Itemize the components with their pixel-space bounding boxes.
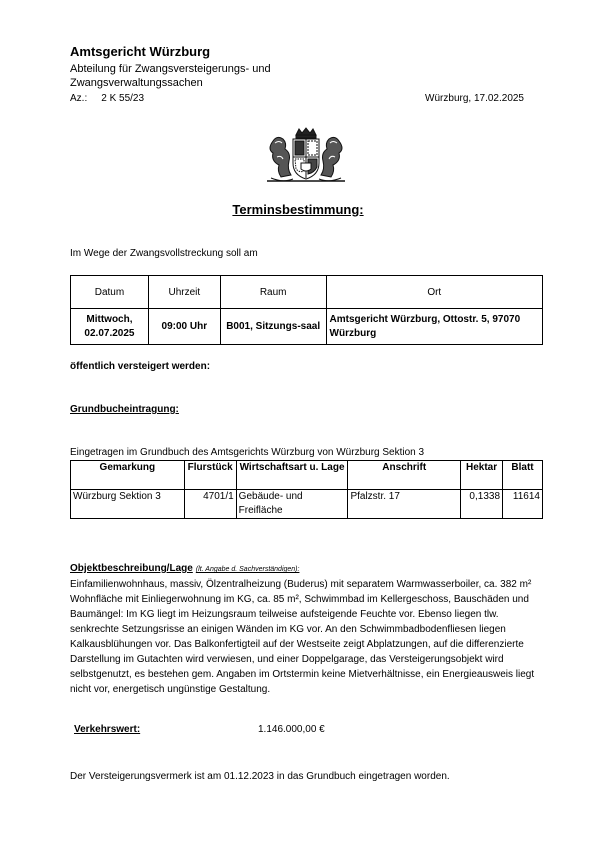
header-hektar: Hektar xyxy=(461,461,503,490)
cell-hektar: 0,1338 xyxy=(461,490,503,519)
bavarian-coat-of-arms-icon xyxy=(263,127,349,185)
land-register-heading: Grundbucheintragung: xyxy=(70,404,179,415)
market-value-amount: 1.146.000,00 € xyxy=(258,724,325,735)
land-register-table xyxy=(70,460,543,519)
cell-flurstueck: 4701/1 xyxy=(184,490,236,519)
object-description-heading xyxy=(70,563,299,574)
cell-blatt: 11614 xyxy=(503,490,543,519)
appointment-room: B001, Sitzungs-saal xyxy=(220,309,326,345)
footer-note: Der Versteigerungsvermerk ist am 01.12.2023 in das Grundbuch eingetragen worden. xyxy=(70,771,450,782)
table-row xyxy=(71,490,543,519)
document-title: Terminsbestimmung: xyxy=(232,202,364,217)
header-wirtschaftsart: Wirtschaftsart u. Lage xyxy=(236,461,348,490)
object-description-text: Einfamilienwohnhaus, massiv, Ölzentralheizung (Buderus) mit separatem Warmwasserboiler, ca. 382 m² Wohnfläche mit Einliegerwohnung im KG, ca. 85 m², Schwimmbad im Kellergeschoss, Bauschäden und Baumängel: Im KG liegt im Heizungsraum teilweise aufsteigende Feuchte vor. Ebenso liegen tlw. senkrechte Setzungsrisse an einigen Wänden im KG vor. An den Schwimmbadbodenfliesen liegen Kalkausblühungen vor. Das Balkonfertigteil auf der Westseite zeigt Abplatzungen, auf die differenzierte Darstellung im Gutachten wird verwiesen, und einer Doppelgarage, das Versteigerungsobjekt wird selbstgenutzt, es bestehen gem. Angaben im Ortstermin keine Mietverhältnisse, ein Energieausweis liegt nicht vor, energetisch ungünstige Gestaltung. xyxy=(70,579,535,695)
header-flurstueck: Flurstück xyxy=(184,461,236,490)
cell-wirtschaftsart: Gebäude- und Freifläche xyxy=(236,490,348,519)
cell-gemarkung: Würzburg Sektion 3 xyxy=(71,490,185,519)
public-auction-line: öffentlich versteigert werden: xyxy=(70,361,211,372)
object-description-title: Objektbeschreibung/Lage xyxy=(70,563,193,574)
land-register-line: Eingetragen im Grundbuch des Amtsgerichts Würzburg von Würzburg Sektion 3 xyxy=(70,447,425,458)
header-datum: Datum xyxy=(71,276,149,309)
appointment-date: Mittwoch, 02.07.2025 xyxy=(71,309,149,345)
header-anschrift: Anschrift xyxy=(348,461,461,490)
appointment-table-header xyxy=(71,276,543,309)
object-description-note: (lt. Angabe d. Sachverständigen): xyxy=(195,566,300,573)
land-register-table-header xyxy=(71,461,543,490)
header-gemarkung: Gemarkung xyxy=(71,461,185,490)
place-date: Würzburg, 17.02.2025 xyxy=(425,93,524,104)
court-department: Abteilung für Zwangsversteigerungs- und Zwangsverwaltungssachen xyxy=(70,63,271,89)
cell-anschrift: Pfalzstr. 17 xyxy=(348,490,461,519)
case-reference-label: Az.: xyxy=(70,93,88,104)
header-uhrzeit: Uhrzeit xyxy=(148,276,220,309)
case-reference-number: 2 K 55/23 xyxy=(101,93,145,104)
appointment-table-row xyxy=(71,309,543,345)
court-name: Amtsgericht Würzburg xyxy=(70,44,211,59)
appointment-table xyxy=(70,275,543,345)
market-value-label: Verkehrswert: xyxy=(74,724,141,735)
appointment-location: Amtsgericht Würzburg, Ottostr. 5, 97070 Würzburg xyxy=(326,309,542,345)
intro-text: Im Wege der Zwangsvollstreckung soll am xyxy=(70,248,258,259)
header-blatt: Blatt xyxy=(503,461,543,490)
appointment-time: 09:00 Uhr xyxy=(148,309,220,345)
case-reference xyxy=(70,93,144,104)
header-ort: Ort xyxy=(326,276,542,309)
header-raum: Raum xyxy=(220,276,326,309)
